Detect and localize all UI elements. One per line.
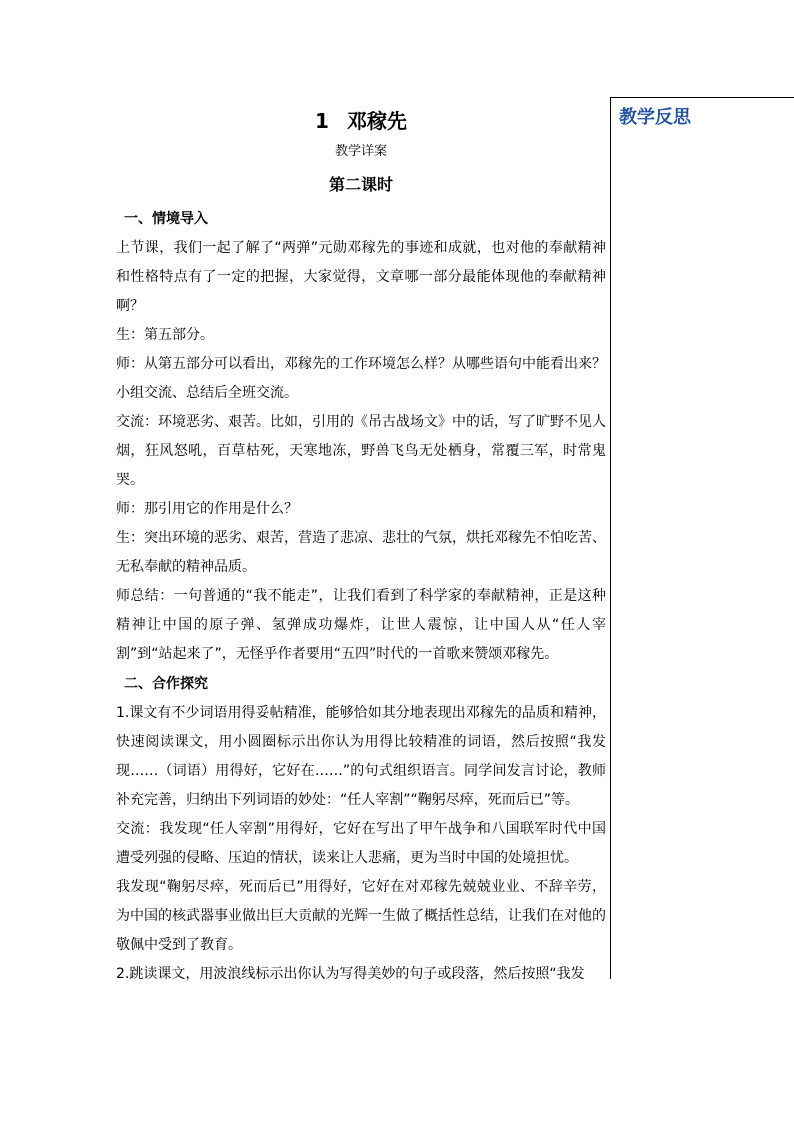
paragraph: 师：从第五部分可以看出，邓稼先的工作环境怎么样？从哪些语句中能看出来？ [116, 356, 606, 372]
paragraph: 小组交流、总结后全班交流。 [116, 385, 298, 401]
paragraph: 1.课文有不少词语用得妥帖精准，能够恰如其分地表现出邓稼先的品质和精神，快速阅读课文，用小圆圈标示出你认为用得比较精准的词语，然后按照“我发现……（词语）用得好，它好在……”的句式组织语言。同学间发言讨论，教师补充完善，归纳出下列词语的妙处：“任人宰割”“鞠躬尽瘁，死而后已”等。 [116, 705, 606, 808]
paragraph: 师：那引用它的作用是什么？ [116, 501, 298, 517]
paragraph: 上节课，我们一起了解了“两弹”元勋邓稼先的事迹和成就，也对他的奉献精神和性格特点有了一定的把握，大家觉得，文章哪一部分最能体现他的奉献精神啊？ [116, 240, 606, 314]
column-divider [610, 97, 611, 979]
side-column-top-rule [610, 97, 794, 98]
paragraph: 交流：环境恶劣、艰苦。比如，引用的《吊古战场文》中的话，写了旷野不见人烟，狂风怒吼，百草枯死，天寒地冻，野兽飞鸟无处栖身，常覆三军，时常鬼哭。 [116, 414, 606, 488]
paragraph: 生：第五部分。 [116, 327, 214, 343]
teaching-reflection-heading: 教学反思 [619, 107, 691, 128]
paragraph: 交流：我发现“任人宰割”用得好，它好在写出了甲午战争和八国联军时代中国遭受列强的侵略、压迫的情状，读来让人悲痛，更为当时中国的处境担忧。 [116, 821, 606, 866]
lesson-title [116, 105, 606, 134]
lesson-number: 1 [315, 109, 329, 133]
paragraph: 师总结：一句普通的“我不能走”，让我们看到了科学家的奉献精神，正是这种精神让中国的原子弹、氢弹成功爆炸，让世人震惊，让中国人从“任人宰割”到“站起来了”，无怪乎作者要用“五四”时代的一首歌来赞颂邓稼先。 [116, 588, 606, 662]
lesson-title-text: 邓稼先 [346, 109, 407, 133]
paragraph: 2.跳读课文，用波浪线标示出你认为写得美妙的句子或段落，然后按照“我发 [116, 966, 585, 982]
paragraph: 生：突出环境的恶劣、艰苦，营造了悲凉、悲壮的气氛，烘托邓稼先不怕吃苦、无私奉献的精神品质。 [116, 530, 606, 575]
section-heading-explore: 二、合作探究 [124, 676, 208, 692]
lesson-body [116, 204, 606, 989]
section-heading-intro: 一、情境导入 [124, 211, 208, 227]
lesson-subtitle: 教学详案 [334, 144, 387, 159]
lesson-period: 第二课时 [328, 175, 393, 194]
paragraph: 我发现“鞠躬尽瘁，死而后已”用得好，它好在对邓稼先兢兢业业、不辞辛劳，为中国的核武器事业做出巨大贡献的光辉一生做了概括性总结，让我们在对他的敬佩中受到了教育。 [116, 879, 606, 953]
